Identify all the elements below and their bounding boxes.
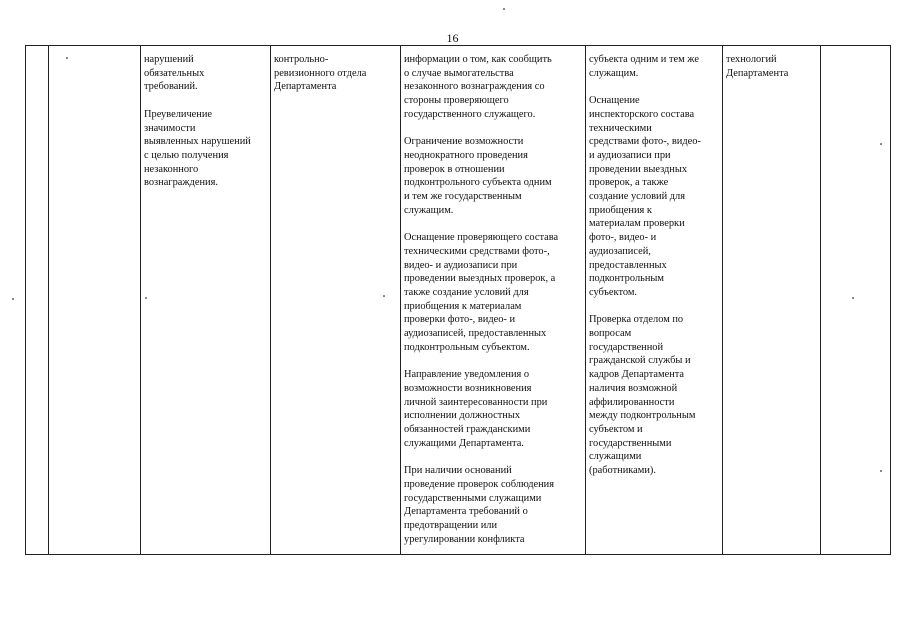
scan-speck: [66, 57, 68, 59]
measures-table: [25, 45, 891, 555]
cell-proposed-measures: субъекта одним и тем же служащим. Оснащение инспекторского состава техническими средствами фото-, видео- и аудиозаписи при проведении выездных проверок, а также создание условий для приобщения к материалам проверки фото-, видео- и аудиозаписей, предоставленных подконтрольным субъектом. Проверка отделом по вопросам государственной гражданской службы и кадров Департамента наличия возможной аффилированности между подконтрольным субъектом и государственными служащими (работниками).: [586, 46, 723, 555]
scan-speck: [145, 297, 147, 299]
cell-risk-description: нарушений обязательных требований. Преувеличение значимости выявленных нарушений с целью получения незаконного вознаграждения.: [141, 46, 271, 555]
page-number: 16: [446, 31, 459, 45]
scan-speck: [383, 295, 385, 297]
scan-speck: [852, 297, 854, 299]
cell-number: [26, 46, 49, 555]
scan-speck: [503, 8, 505, 10]
scan-speck: [880, 143, 882, 145]
cell-current-measures: информации о том, как сообщить о случае вымогательства незаконного вознаграждения со стороны проверяющего государственного служащего. Ограничение возможности неоднократного проведения проверок в отношении подконтрольного субъекта одним и тем же государственным служащим. Оснащение проверяющего состава техническими средствами фото-, видео- и аудиозаписи при проведении выездных проверок, а также создание условий для приобщения к материалам проверки фото-, видео- и аудиозаписей, предоставленных подконтрольным субъектом. Направление уведомления о возможности возникновения личной заинтересованности при исполнении должностных обязанностей гражданскими служащими Департамента. При наличии оснований проведение проверок соблюдения государственными служащими Департамента требований о предотвращении или урегулировании конфликта: [401, 46, 586, 555]
scan-speck: [880, 470, 882, 472]
cell-function: [49, 46, 141, 555]
scan-speck: [12, 298, 14, 300]
cell-notes: [821, 46, 891, 555]
table-row: [26, 46, 891, 555]
cell-responsible-unit: контрольно- ревизионного отдела Департамента: [271, 46, 401, 555]
cell-department: технологий Департамента: [723, 46, 821, 555]
